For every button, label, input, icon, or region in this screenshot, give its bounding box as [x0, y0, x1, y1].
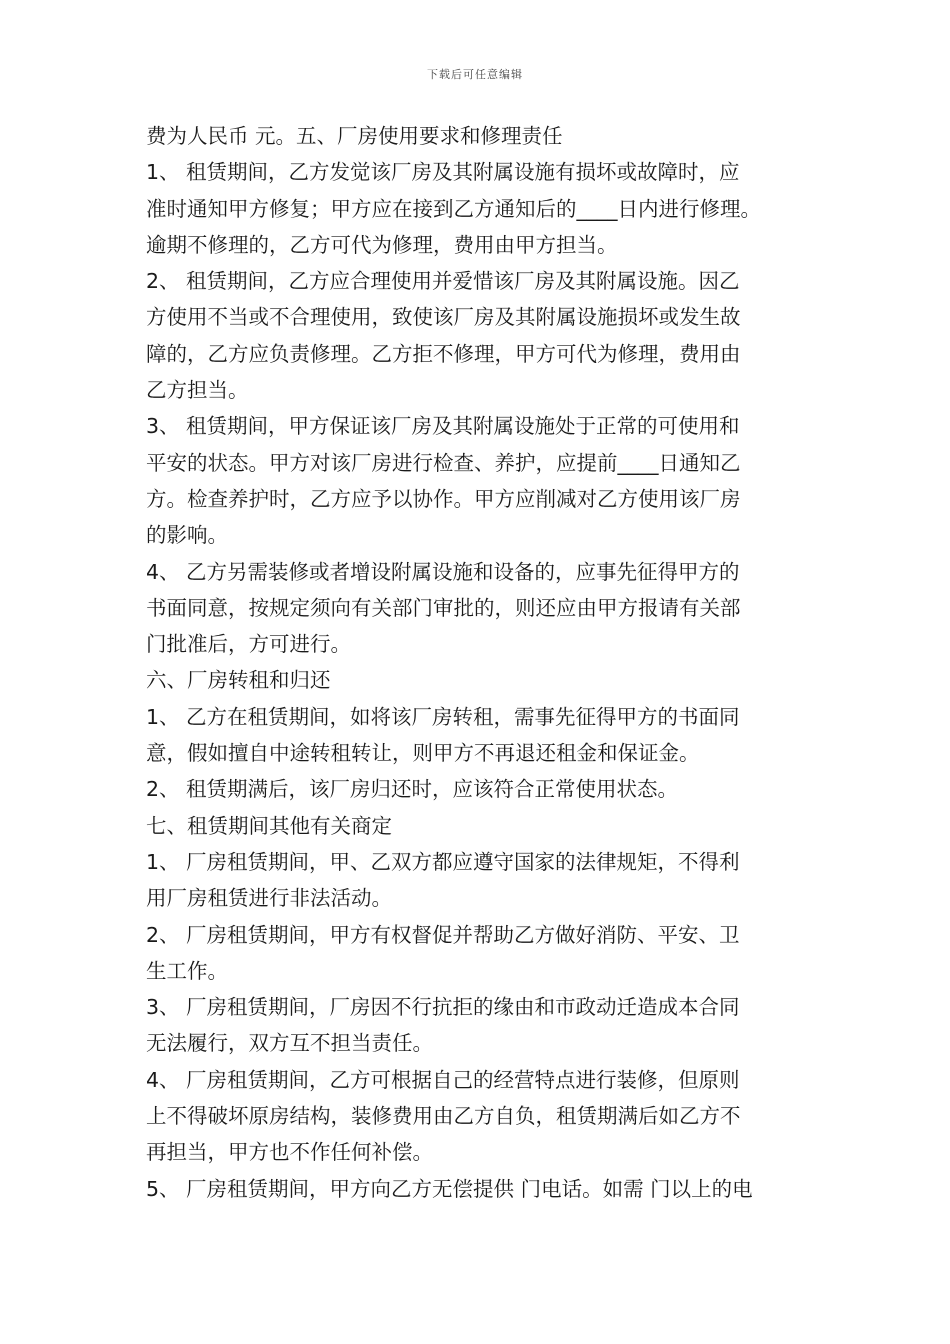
text-line: 用厂房租赁进行非法活动。	[146, 886, 392, 911]
text-line: 2、 厂房租赁期间，甲方有权督促并帮助乙方做好消防、平安、卫	[146, 922, 740, 947]
text-line: 上不得破坏原房结构，装修费用由乙方自负，租赁期满后如乙方不	[146, 1104, 741, 1129]
text-line: 方。检查养护时，乙方应予以协作。甲方应削减对乙方使用该厂房	[146, 486, 741, 511]
text-line: 1、 乙方在租赁期间，如将该厂房转租，需事先征得甲方的书面同	[146, 704, 740, 729]
section-heading: 七、租赁期间其他有关商定	[146, 813, 392, 838]
text-line: 2、 租赁期满后，该厂房归还时，应该符合正常使用状态。	[146, 777, 679, 802]
text-line: 费为人民币 元。五、厂房使用要求和修理责任	[146, 124, 563, 148]
text-line: 门批准后，方可进行。	[146, 632, 351, 657]
text-line: 3、 租赁期间，甲方保证该厂房及其附属设施处于正常的可使用和	[146, 414, 740, 439]
text-line: 再担当，甲方也不作任何补偿。	[146, 1140, 433, 1165]
text-line: 5、 厂房租赁期间，甲方向乙方无偿提供 门电话。如需 门以上的电	[146, 1176, 753, 1201]
document-body	[146, 118, 810, 1207]
text-line: 的影响。	[146, 523, 228, 548]
text-line: 意，假如擅自中途转租转让，则甲方不再退还租金和保证金。	[146, 741, 700, 766]
text-line: 障的，乙方应负责修理。乙方拒不修理，甲方可代为修理，费用由	[146, 341, 741, 366]
text-line: 平安的状态。甲方对该厂房进行检查、养护，应提前____日通知乙	[146, 450, 741, 475]
text-line: 4、 乙方另需装修或者增设附属设施和设备的，应事先征得甲方的	[146, 559, 740, 584]
section-heading: 六、厂房转租和归还	[146, 668, 331, 693]
text-line: 生工作。	[146, 958, 228, 983]
text-line: 书面同意，按规定须向有关部门审批的，则还应由甲方报请有关部	[146, 595, 741, 620]
text-line: 1、 厂房租赁期间，甲、乙双方都应遵守国家的法律规矩，不得利	[146, 849, 740, 874]
text-line: 方使用不当或不合理使用，致使该厂房及其附属设施损坏或发生故	[146, 305, 741, 330]
page-header: 下载后可任意编辑	[427, 68, 523, 81]
text-line: 无法履行，双方互不担当责任。	[146, 1031, 433, 1056]
text-line: 3、 厂房租赁期间，厂房因不行抗拒的缘由和市政动迁造成本合同	[146, 995, 740, 1020]
text-line: 准时通知甲方修复；甲方应在接到乙方通知后的____日内进行修理。	[146, 196, 761, 221]
text-line: 4、 厂房租赁期间，乙方可根据自己的经营特点进行装修，但原则	[146, 1067, 740, 1092]
text-line: 乙方担当。	[146, 378, 249, 403]
text-line: 2、 租赁期间，乙方应合理使用并爱惜该厂房及其附属设施。因乙	[146, 269, 740, 294]
text-line: 逾期不修理的，乙方可代为修理，费用由甲方担当。	[146, 232, 618, 257]
text-line: 1、 租赁期间，乙方发觉该厂房及其附属设施有损坏或故障时，应	[146, 160, 740, 185]
